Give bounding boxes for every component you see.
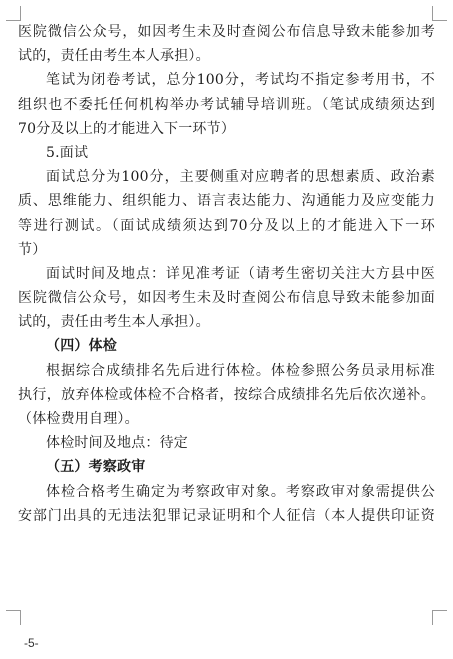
text-line: 试的，责任由考生本人承担）。 bbox=[18, 314, 210, 331]
text-line: 医院微信公众号，如因考生未及时查阅公布信息导致未能参加面 bbox=[18, 290, 435, 307]
text-line: 5.面试 bbox=[46, 144, 89, 161]
page-number: -5- bbox=[24, 636, 39, 650]
text-line: 面试总分为100分，主要侧重对应聘者的思想素质、政治素 bbox=[46, 169, 435, 186]
text-line: 体检时间及地点：待定 bbox=[46, 435, 188, 452]
text-line: 节） bbox=[18, 241, 47, 258]
text-line: 安部门出具的无违法犯罪记录证明和个人征信（本人提供印证资 bbox=[18, 507, 435, 524]
section-heading: （四）体检 bbox=[46, 338, 117, 355]
text-line: 体检合格考生确定为考察政审对象。考察政审对象需提供公 bbox=[46, 483, 435, 500]
text-line: 面试时间及地点：详见准考证（请考生密切关注大方县中医 bbox=[46, 265, 435, 282]
text-line: （体检费用自理）。 bbox=[18, 411, 139, 427]
text-line: 笔试为闭卷考试，总分100分，考试均不指定参考用书，不 bbox=[46, 72, 435, 89]
text-line: 根据综合成绩排名先后进行体检。体检参照公务员录用标准 bbox=[46, 362, 435, 379]
text-line: 执行，放弃体检或体检不合格者，按综合成绩排名先后依次递补。 bbox=[18, 386, 435, 403]
document-body bbox=[18, 20, 435, 528]
crop-mark-bottom-right bbox=[432, 610, 447, 625]
text-line: 试的，责任由考生本人承担）。 bbox=[18, 48, 210, 65]
text-line: 70分及以上的才能进入下一环节） bbox=[18, 120, 236, 137]
crop-mark-top-left bbox=[6, 6, 21, 21]
text-line: 等进行测试。（面试成绩须达到70分及以上的才能进入下一环 bbox=[18, 217, 435, 234]
text-line: 质、思维能力、组织能力、语言表达能力、沟通能力及应变能力 bbox=[18, 193, 435, 210]
crop-mark-bottom-left bbox=[6, 610, 21, 625]
crop-mark-top-right bbox=[432, 6, 447, 21]
text-line: 医院微信公众号，如因考生未及时查阅公布信息导致未能参加考 bbox=[18, 24, 435, 40]
text-line: 组织也不委托任何机构举办考试辅导培训班。（笔试成绩须达到 bbox=[18, 96, 435, 113]
section-heading: （五）考察政审 bbox=[46, 459, 146, 476]
